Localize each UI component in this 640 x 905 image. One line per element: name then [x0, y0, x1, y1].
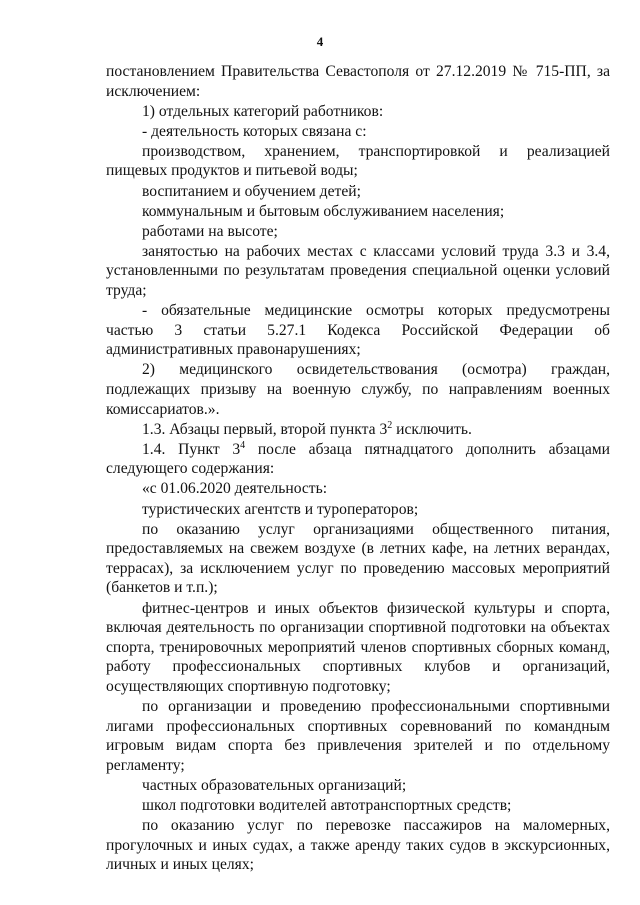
superscript-number: 2: [387, 419, 393, 431]
paragraph: по оказанию услуг по перевозке пассажиров на маломерных, прогулочных и иных судах, а также аренду таких судов в экскурсионных, личных и иных целях;: [106, 817, 610, 874]
paragraph: школ подготовки водителей автотранспортных средств;: [142, 796, 512, 814]
paragraph-with-superscript: [106, 420, 610, 440]
paragraph: по организации и проведению профессиональными спортивными лигами профессиональных спортивных соревнований по командным игровым видам спорта без привлечения зрителей и по отдельному регламенту;: [106, 698, 610, 774]
page-number: 4: [316, 34, 324, 49]
paragraph: туристических агентств и туроператоров;: [142, 500, 419, 518]
paragraph: фитнес-центров и иных объектов физической культуры и спорта, включая деятельность по организации спортивной подготовки на объектах спорта, тренировочных мероприятий членов спортивных сборных команд, работу профессиональных спортивных клубов и организаций, осуществляющих спортивную подготовку;: [106, 599, 610, 695]
paragraph: 2) медицинского освидетельствования (осмотра) граждан, подлежащих призыву на военную службу, по направлениям военных комиссариатов.».: [106, 361, 610, 418]
paragraph: занятостью на рабочих местах с классами условий труда 3.3 и 3.4, установленными по результатам проведения специальной оценки условий труда;: [106, 242, 610, 300]
paragraph-with-superscript: [106, 440, 610, 479]
paragraph: - обязательные медицинские осмотры которых предусмотрены частью 3 статьи 5.27.1 Кодекса Российской Федерации об административных правонарушениях;: [106, 302, 610, 359]
paragraph-text: 1.4. Пункт 3: [142, 440, 241, 458]
superscript-number: 4: [240, 439, 246, 451]
paragraph: постановлением Правительства Севастополя от 27.12.2019 № 715-ПП, за исключением:: [106, 63, 610, 100]
paragraph: воспитанием и обучением детей;: [142, 182, 361, 200]
paragraph: коммунальным и бытовым обслуживанием населения;: [142, 202, 505, 220]
paragraph-text: исключить.: [392, 420, 472, 438]
paragraph: по оказанию услуг организациями общественного питания, предоставляемых на свежем воздухе (в летних кафе, на летних верандах, террасах), за исключением услуг по проведению массовых мероприятий (банкетов и т.п.);: [106, 520, 610, 597]
paragraph-text: после абзаца пятнадцатого дополнить абзацами следующего содержания:: [106, 440, 610, 478]
paragraph: работами на высоте;: [142, 222, 278, 240]
paragraph: - деятельность которых связана с:: [142, 122, 367, 140]
document-body: [106, 62, 610, 875]
paragraph: 1) отдельных категорий работников:: [142, 102, 384, 120]
paragraph-text: 1.3. Абзацы первый, второй пункта 3: [142, 420, 388, 438]
paragraph: производством, хранением, транспортировкой и реализацией пищевых продуктов и питьевой воды;: [106, 142, 610, 180]
paragraph: частных образовательных организаций;: [142, 776, 407, 794]
paragraph: «с 01.06.2020 деятельность:: [142, 480, 328, 498]
